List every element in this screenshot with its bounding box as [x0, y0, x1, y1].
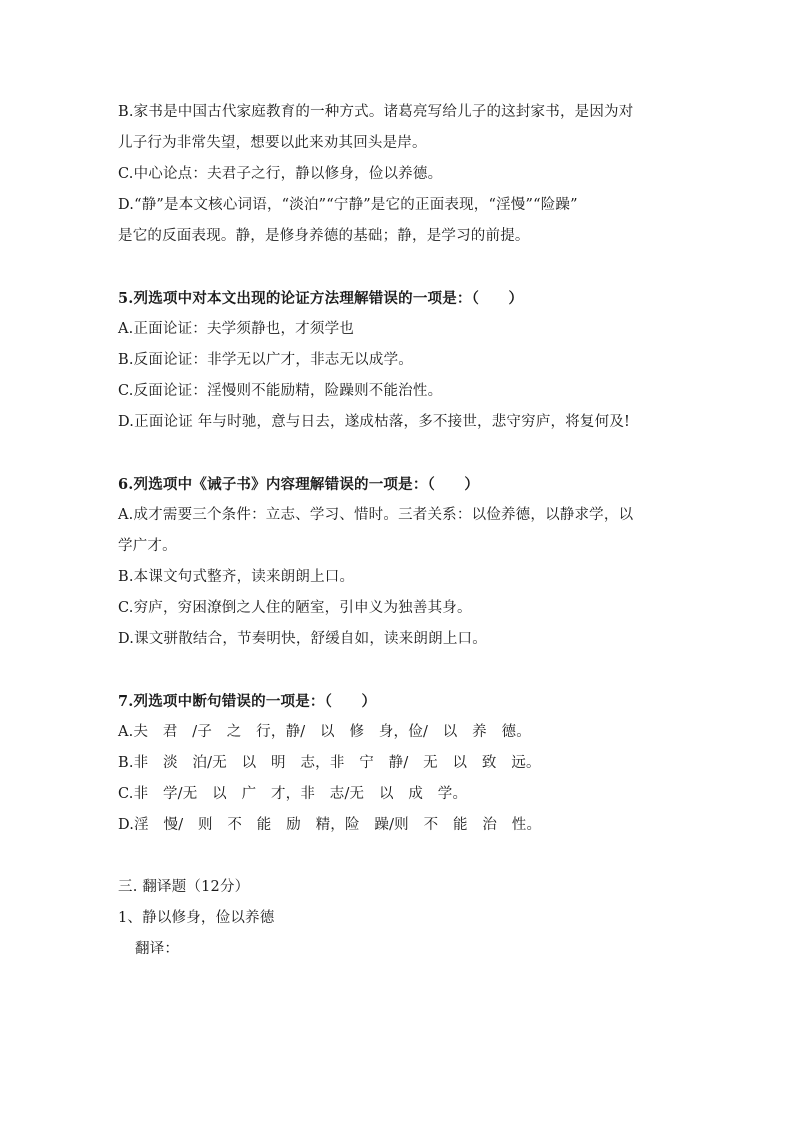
question-7: [118, 686, 678, 841]
spacer: [118, 438, 678, 469]
section-3-translation: [118, 872, 678, 965]
q7-title: 7.列选项中断句错误的一项是：（ ）: [118, 693, 377, 710]
translation-answer-label: 翻译：: [135, 941, 180, 957]
question-6: [118, 469, 678, 655]
q5-title: 5.列选项中对本文出现的论证方法理解错误的一项是：（ ）: [118, 290, 524, 307]
q5-option-c: C.反面论证：淫慢则不能励精，险躁则不能治性。: [118, 383, 443, 399]
q6-option-a-line2: 学广才。: [118, 538, 177, 554]
q6-option-d: D.课文骈散结合，节奏明快，舒缓自如，读来朗朗上口。: [118, 631, 487, 647]
question-5: [118, 283, 678, 438]
section-3-title: 三. 翻译题（12分）: [118, 879, 250, 895]
q5-option-d: D.正面论证 年与时驰，意与日去，遂成枯落，多不接世，悲守穷庐，将复何及!: [118, 414, 631, 430]
q7-option-b: B.非 淡 泊/无 以 明 志，非 宁 静/ 无 以 致 远。: [118, 755, 541, 771]
q5-option-b: B.反面论证：非学无以广才，非志无以成学。: [118, 352, 413, 368]
q7-option-a: A.夫 君 /子 之 行，静/ 以 修 身，俭/ 以 养 德。: [118, 724, 531, 740]
q7-option-d: D.淫 慢/ 则 不 能 励 精，险 躁/则 不 能 治 性。: [118, 817, 542, 833]
q6-option-b: B.本课文句式整齐，读来朗朗上口。: [118, 569, 355, 585]
translation-item-1: 1、静以修身，俭以养德: [118, 910, 275, 926]
question-4-options-tail: [118, 97, 678, 252]
q4-option-d-line1: D.“静”是本文核心词语，“淡泊”“宁静”是它的正面表现，“淫慢”“险躁”: [118, 197, 578, 213]
q4-option-d-line2: 是它的反面表现。静，是修身养德的基础；静，是学习的前提。: [118, 228, 530, 244]
q4-option-c: C.中心论点：夫君子之行，静以修身，俭以养德。: [118, 166, 443, 182]
q6-option-a-line1: A.成才需要三个条件：立志、学习、惜时。三者关系：以俭养德，以静求学，以: [118, 507, 634, 523]
q6-option-c: C.穷庐，穷困潦倒之人住的陋室，引申义为独善其身。: [118, 600, 472, 616]
q5-option-a: A.正面论证：夫学须静也，才须学也: [118, 321, 354, 337]
spacer: [118, 655, 678, 686]
spacer: [118, 841, 678, 872]
q4-option-b-line2: 儿子行为非常失望，想要以此来劝其回头是岸。: [118, 135, 427, 151]
q7-option-c: C.非 学/无 以 广 才，非 志/无 以 成 学。: [118, 786, 468, 802]
spacer: [118, 252, 678, 283]
q4-option-b-line1: B.家书是中国古代家庭教育的一种方式。诸葛亮写给儿子的这封家书，是因为对: [118, 104, 634, 120]
q6-title: 6.列选项中《诫子书》内容理解错误的一项是：（ ）: [118, 476, 480, 493]
document-page: [118, 97, 678, 965]
